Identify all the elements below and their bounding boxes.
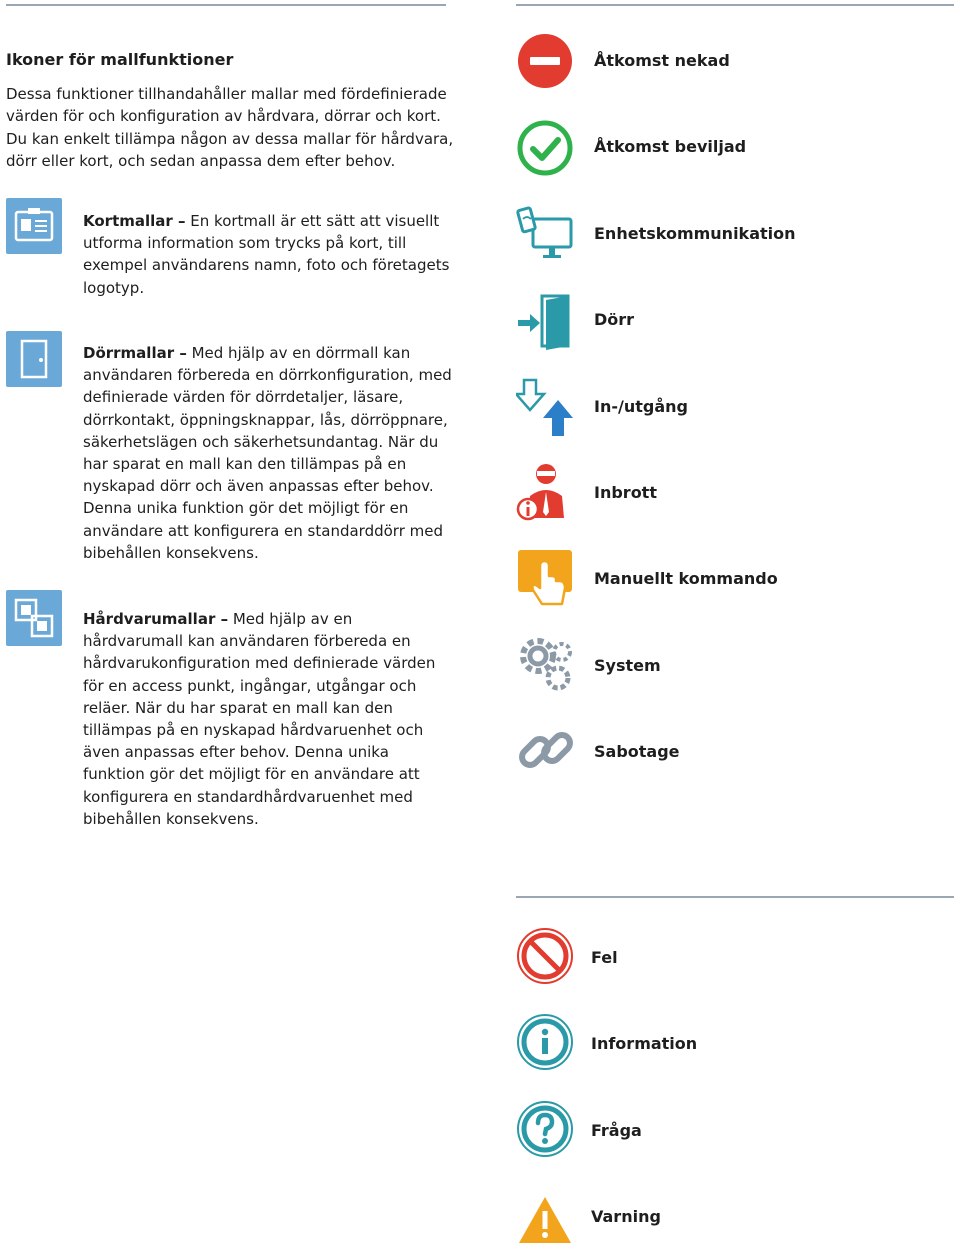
label-error: Fel (591, 948, 618, 967)
hardware-template-heading: Hårdvarumallar – (83, 610, 229, 628)
system-gears-icon (516, 634, 576, 698)
hardware-template-text: Med hjälp av en hårdvarumall kan användaren förbereda en hårdvarukonfiguration med definierade värden för en access punkt, ingångar, utgångar och reläer. När du har sparat en mall kan den tillämpas på en nyskapad hårdvaruenhet och även anpassas efter behov. Denna unika funktion gör det möjligt för en användare att konfigurera en standardhårdvaruenhet med bibehållen konsekvens. (83, 610, 436, 828)
card-template-description (83, 210, 453, 299)
label-door: Dörr (594, 310, 635, 329)
intro-paragraph: Dessa funktioner tillhandahåller mallar med fördefinierade värden för och konfiguration av hårdvara, dörrar och kort. Du kan enkelt tillämpa någon av dessa mallar för hårdvara, dörr eller kort, och sedan anpassa dem efter behov. (6, 85, 454, 170)
access-granted-icon (516, 119, 574, 181)
section-title: Ikoner för mallfunktioner (6, 50, 234, 69)
information-icon (516, 1013, 574, 1075)
device-communication-icon (516, 205, 576, 269)
label-system: System (594, 656, 661, 675)
top-rule-left (6, 4, 446, 6)
label-access-denied: Åtkomst nekad (594, 51, 730, 70)
warning-triangle-icon (516, 1194, 574, 1250)
question-icon (516, 1100, 574, 1162)
label-intrusion: Inbrott (594, 483, 657, 502)
hardware-template-description (83, 608, 453, 830)
label-access-granted: Åtkomst beviljad (594, 137, 747, 156)
door-template-description (83, 342, 453, 564)
access-denied-icon (516, 32, 574, 94)
intruder-icon (516, 462, 574, 526)
door-icon (6, 331, 62, 387)
door-template-heading: Dörrmallar – (83, 344, 187, 362)
in-out-arrows-icon (516, 378, 576, 442)
error-prohibited-icon (516, 927, 574, 989)
hardware-chip-icon (6, 590, 62, 646)
status-section-rule (516, 896, 954, 898)
manual-command-hand-icon (516, 548, 574, 612)
card-template-heading: Kortmallar – (83, 212, 186, 230)
door-template-text: Med hjälp av en dörrmall kan användaren förbereda en dörrkonfiguration, med definierade värden för dörrdetaljer, läsare, dörrkontakt, öppningsknappar, lås, dörröppnare, säkerhetslägen och säkerhetsundantag. När du har sparat en mall kan den tillämpas på en nyskapad dörr och även anpassas efter behov. Denna unika funktion gör det möjligt för en användare att konfigurera en standarddörr med bibehållen konsekvens. (83, 344, 452, 562)
card-template-text: En kortmall är ett sätt att visuellt utforma information som trycks på kort, till exempel användarens namn, foto och företagets logotyp. (83, 212, 450, 297)
id-card-icon (6, 198, 62, 254)
label-information: Information (591, 1034, 698, 1053)
label-device-communication: Enhetskommunikation (594, 224, 796, 243)
label-tamper: Sabotage (594, 742, 680, 761)
tamper-chain-link-icon (516, 720, 576, 784)
door-open-icon (516, 292, 574, 356)
label-question: Fråga (591, 1121, 642, 1140)
top-rule-right (516, 4, 954, 6)
label-warning: Varning (591, 1207, 661, 1226)
label-in-out: In-/utgång (594, 397, 688, 416)
label-manual-command: Manuellt kommando (594, 569, 778, 588)
